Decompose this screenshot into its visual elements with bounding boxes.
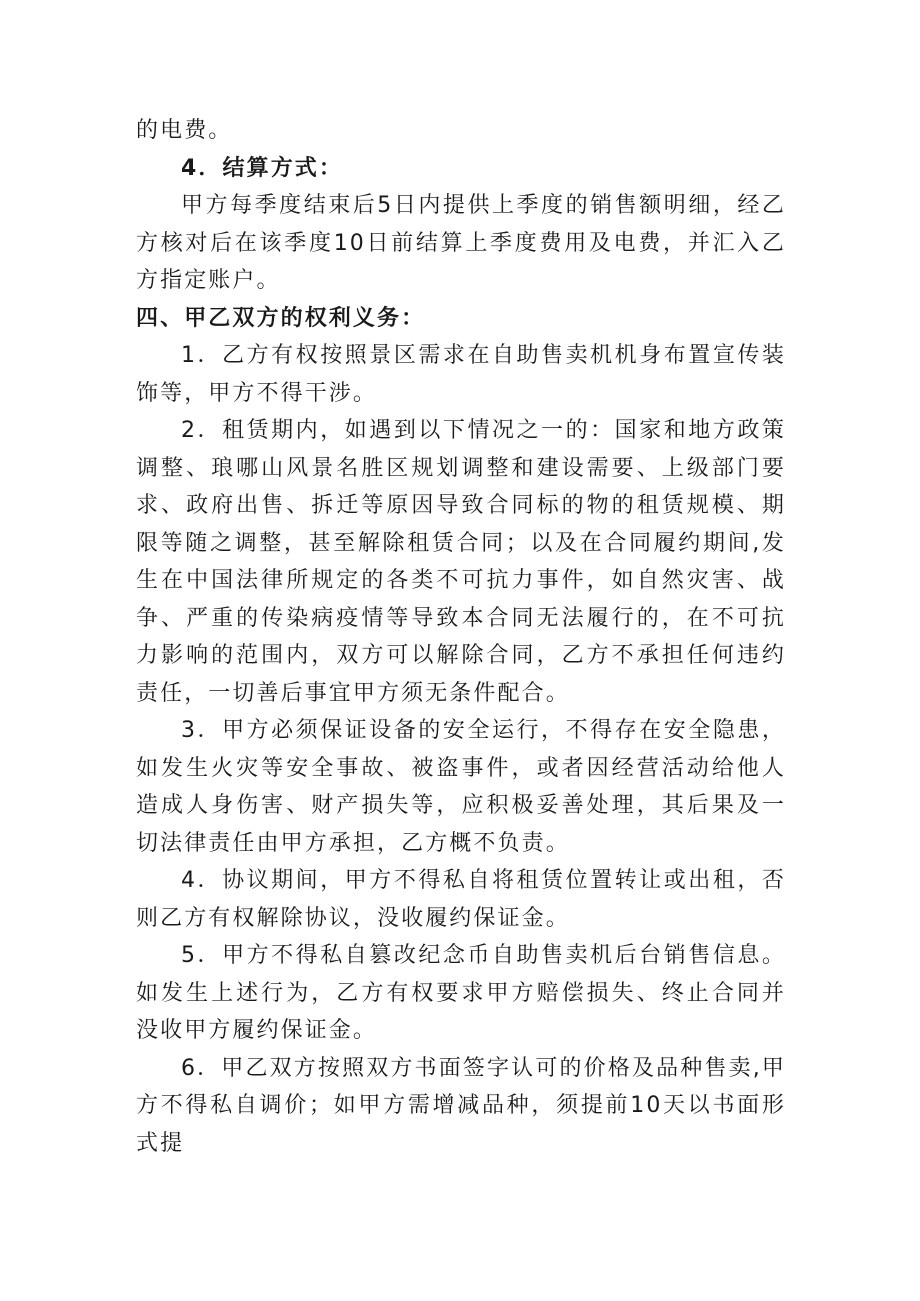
- settlement-heading: 4．结算方式：: [181, 155, 344, 181]
- continuation-paragraph: 的电费。: [136, 118, 233, 143]
- rights-heading: 四、甲乙双方的权利义务：: [136, 305, 426, 331]
- clause-6: 6．甲乙双方按照双方书面签字认可的价格及品种售卖,甲方不得私自调价；如甲方需增减品种，须提前10天以书面形式提: [136, 1055, 786, 1156]
- clause-1: 1．乙方有权按照景区需求在自助售卖机机身布置宣传装饰等，甲方不得干涉。: [136, 343, 786, 406]
- clause-3: 3．甲方必须保证设备的安全运行，不得存在安全隐患，如发生火灾等安全事故、被盗事件，或者因经营活动给他人造成人身伤害、财产损失等，应积极妥善处理，其后果及一切法律责任由甲方承担，乙方概不负责。: [136, 718, 786, 856]
- settlement-paragraph: 甲方每季度结束后5日内提供上季度的销售额明细，经乙方核对后在该季度10日前结算上季度费用及电费，并汇入乙方指定账户。: [136, 193, 786, 293]
- clause-5: 5．甲方不得私自篡改纪念币自助售卖机后台销售信息。如发生上述行为，乙方有权要求甲方赔偿损失、终止合同并没收甲方履约保证金。: [136, 943, 786, 1043]
- clause-4: 4．协议期间，甲方不得私自将租赁位置转让或出租，否则乙方有权解除协议，没收履约保证金。: [136, 868, 786, 931]
- document-body: [136, 112, 786, 1162]
- clause-2: 2．租赁期内，如遇到以下情况之一的：国家和地方政策调整、琅哪山风景名胜区规划调整和建设需要、上级部门要求、政府出售、拆迁等原因导致合同标的物的租赁规模、期限等随之调整，甚至解除租赁合同；以及在合同履约期间,发生在中国法律所规定的各类不可抗力事件，如自然灾害、战争、严重的传染病疫情等导致本合同无法履行的，在不可抗力影响的范围内，双方可以解除合同，乙方不承担任何违约责任，一切善后事宜甲方须无条件配合。: [136, 418, 786, 706]
